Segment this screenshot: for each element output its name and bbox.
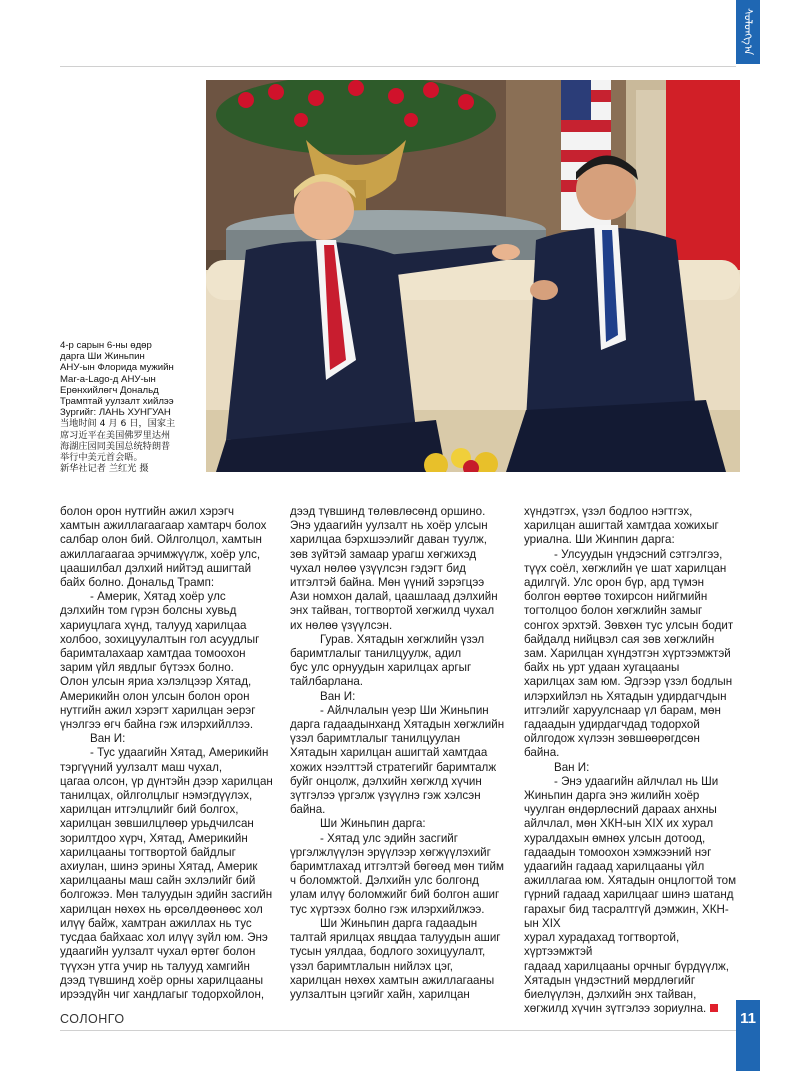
speaker-label: Ши Жиньпин дарга: xyxy=(320,817,426,831)
paragraph: Ши Жиньпин дарга гадаадын талтай ярилцах явцдаа талуудын ашиг тусын уялдаа, бодлого зохицуулалт, үзэл баримтлалын нийлэх цэг, харилцан нөхөх хамтын ажиллагааны уулзалтын цэгийг хайн, харилцан xyxy=(290,916,501,1001)
header-divider xyxy=(60,66,736,67)
section-tab xyxy=(736,0,760,64)
text-column-1 xyxy=(60,505,278,1002)
speaker-label: Ван И: xyxy=(320,689,356,703)
magazine-name: СОЛОНГО xyxy=(60,1012,125,1026)
paragraph: хүндэтгэх, үзэл бодлоо нэгтгэх, харилцан ашигтай хамтдаа хожихыг уриална. Ши Жинпин дарга: xyxy=(524,505,719,547)
article-photo xyxy=(206,80,740,472)
section-tab-label: ᠰᠣᠯᠣᠩᠭ᠎ᠠ xyxy=(741,8,755,56)
speaker-label: Ван И: xyxy=(90,732,126,746)
caption-mongolian: 4-р сарын 6-ны өдөр дарга Ши Жиньпин АНУ-ын Флорида мужийн Mar-a-Lago-д АНУ-ын Ерөнхийлөгч Дональд Трамптай уулзалт хийлээ Зургийг: ЛАНЬ ХУНГУАН xyxy=(60,340,174,419)
paragraph: - Айлчлалын үеэр Ши Жиньпин дарга гадаадынханд Хятадын хөгжлийн үзэл баримтлалыг танилцуулан Хятадын харилцан ашигтай хамтдаа хожих нээлттэй стратегийг баримталж буйг онцолж, дэлхийн хөгжлд хүчин зүтгэлээ үргэлж үзүүлнэ гэж хэлсэн байна. xyxy=(290,703,505,817)
paragraph: - Тус удаагийн Хятад, Америкийн тэргүүний уулзалт маш чухал, цагаа олсон, үр дүнтэйн дээр харилцан танилцах, ойлголцлыг нэмэгдүүлэх, харилцан итгэлцлийг бий болгох, харилцан зөвшилцлөөр урьдчилсан зорилтдоо хүрч, Хятад, Америкийн харилцааны тогтвортой байдлыг ахиулан, шинэ эрины Хятад, Америк харилцааны маш сайн эхлэлийг бий болгожээ. Мөн талуудын эдийн засгийн харилцан нөхөх нь өрсөлдөөнөөс хол илүү байж, хамтран ажиллах нь тус тусдаа байхаас хол илүү зүйл юм. Энэ удаагийн уулзалт чухал өртөг болон түүхэн утга учир нь талууд хамгийн дээд түвшинд хоёр орны харилцааны ирээдүйн чиг хандлагыг тодорхойлон, xyxy=(60,746,273,1001)
text-column-3 xyxy=(524,505,742,1016)
paragraph: дээд түвшинд төлөвлөсөнд оршино. Энэ удаагийн уулзалт нь хоёр улсын харилцаа бэрхшээлийг даван туулж, зөв зүйтэй замаар урагш хөгжихэд чухал нөлөө үзүүлсэн гэдэгт бид итгэлтэй байна. Мөн үүний зэрэгцээ Ази номхон далай, цаашлаад дэлхийн энх тайван, тогтвортой хөгжилд чухал их нөлөө үзүүлсэн. xyxy=(290,505,498,632)
page-number: 11 xyxy=(736,1000,760,1071)
photo-illustration xyxy=(206,80,740,472)
photo-caption xyxy=(60,340,202,474)
article-end-mark xyxy=(710,1004,718,1012)
paragraph: Гурав. Хятадын хөгжлийн үзэл баримтлалыг танилцуулж, адил бус улс орнуудын харилцах аргыг тайлбарлана. xyxy=(290,632,485,689)
paragraph: - Улсуудын үндэсний сэтгэлгээ, түүх соёл, хөгжлийн үе шат харилцан адилгүй. Улс орон бүр, ард түмэн болгон өөртөө тохирсон нийгмийн тогтолцоо болон хөгжлийн замыг сонгох эрхтэй. Зөвхөн тус улсын бодит байдалд нийцвэл сая зөв хөгжлийн зам. Харилцан хүндэтгэн хүртээмжтэй байх нь урт удаан хугацааны харилцах зам юм. Эдгээр үзэл бодлын илэрхийлэл нь Хятадын удирдагчдын итгэлийг харуулснаар үл барам, мөн гадаадын удирдагчдад тодорхой ойлгодож хүлээн зөвшөөрөгдсөн байна. xyxy=(524,547,734,760)
footer-divider xyxy=(60,1030,736,1031)
caption-chinese: 当地时间 4 月 6 日，国家主 席习近平在美国佛罗里达州 海湖庄园同美国总统特朗普 举行中美元首会晤。 新华社记者 兰红光 摄 xyxy=(60,418,176,475)
paragraph: болон орон нутгийн ажил хэрэгч хамтын ажиллагаагаар хамтарч болох салбар олон бий. Ойлголцол, хамтын ажиллагаагаа эрчимжүүлж, хоёр улс, цаашилбал дэлхий нийтэд ашигтай байх болно. Дональд Трамп: xyxy=(60,505,267,590)
final-paragraph-text: - Энэ удаагийн айлчлал нь Ши Жиньпин дарга энэ жилийн хоёр чуулган өндөрлөсний дараах анхны айлчлал, мөн ХКН-ын XIX их хурал хуралдахын өмнөх улсын дотоод, гадаадын томоохон хэмжээний нэг удаагийн гадаад харилцааны үйл ажиллагаа юм. Хятадын онцлогтой том гүрний гадаад харилцааг шинэ шатанд гарахыг бид тасралтгүй дэмжин, ХКН-ын XIX хурал хурадахад тогтвортой, хүртээмжтэй гадаад харилцааны орчныг бүрдүүлж, Хятадын үндэстний мөрдлөгийг биелүүлэн, дэлхийн энх тайван, хөгжилд хүчин зүтгэлээ зориулна. xyxy=(524,774,737,1016)
text-column-2 xyxy=(290,505,508,1002)
paragraph: - Америк, Хятад хоёр улс дэлхийн том гүрэн болсны хувьд хариуцлага хүнд, талууд харилцаа холбоо, зохицуулалтын гол асуудлыг баримталахаар хамтдаа томоохон зарим үйл явдлыг бүтээх болно. Олон улсын яриа хэлэлцээр Хятад, Америкийн олон улсын болон орон нутгийн ажил хэрэгт харилцан эерэг үнэлгээ өгч байна гэж илэрхийллээ. xyxy=(60,590,260,732)
paragraph: - Хятад улс эдийн засгийг үргэлжлүүлэн эрүүлээр хөгжүүлэхийг баримтлахад итгэлтэй бөгөөд мөн тийм ч боломжтой. Дэлхийн улс болгонд улам илүү боломжийг бий болгон ашиг тус хүртээх болно гэж илэрхийлжээ. xyxy=(290,831,504,916)
speaker-label: Ван И: xyxy=(554,760,590,774)
paragraph xyxy=(524,775,742,1016)
